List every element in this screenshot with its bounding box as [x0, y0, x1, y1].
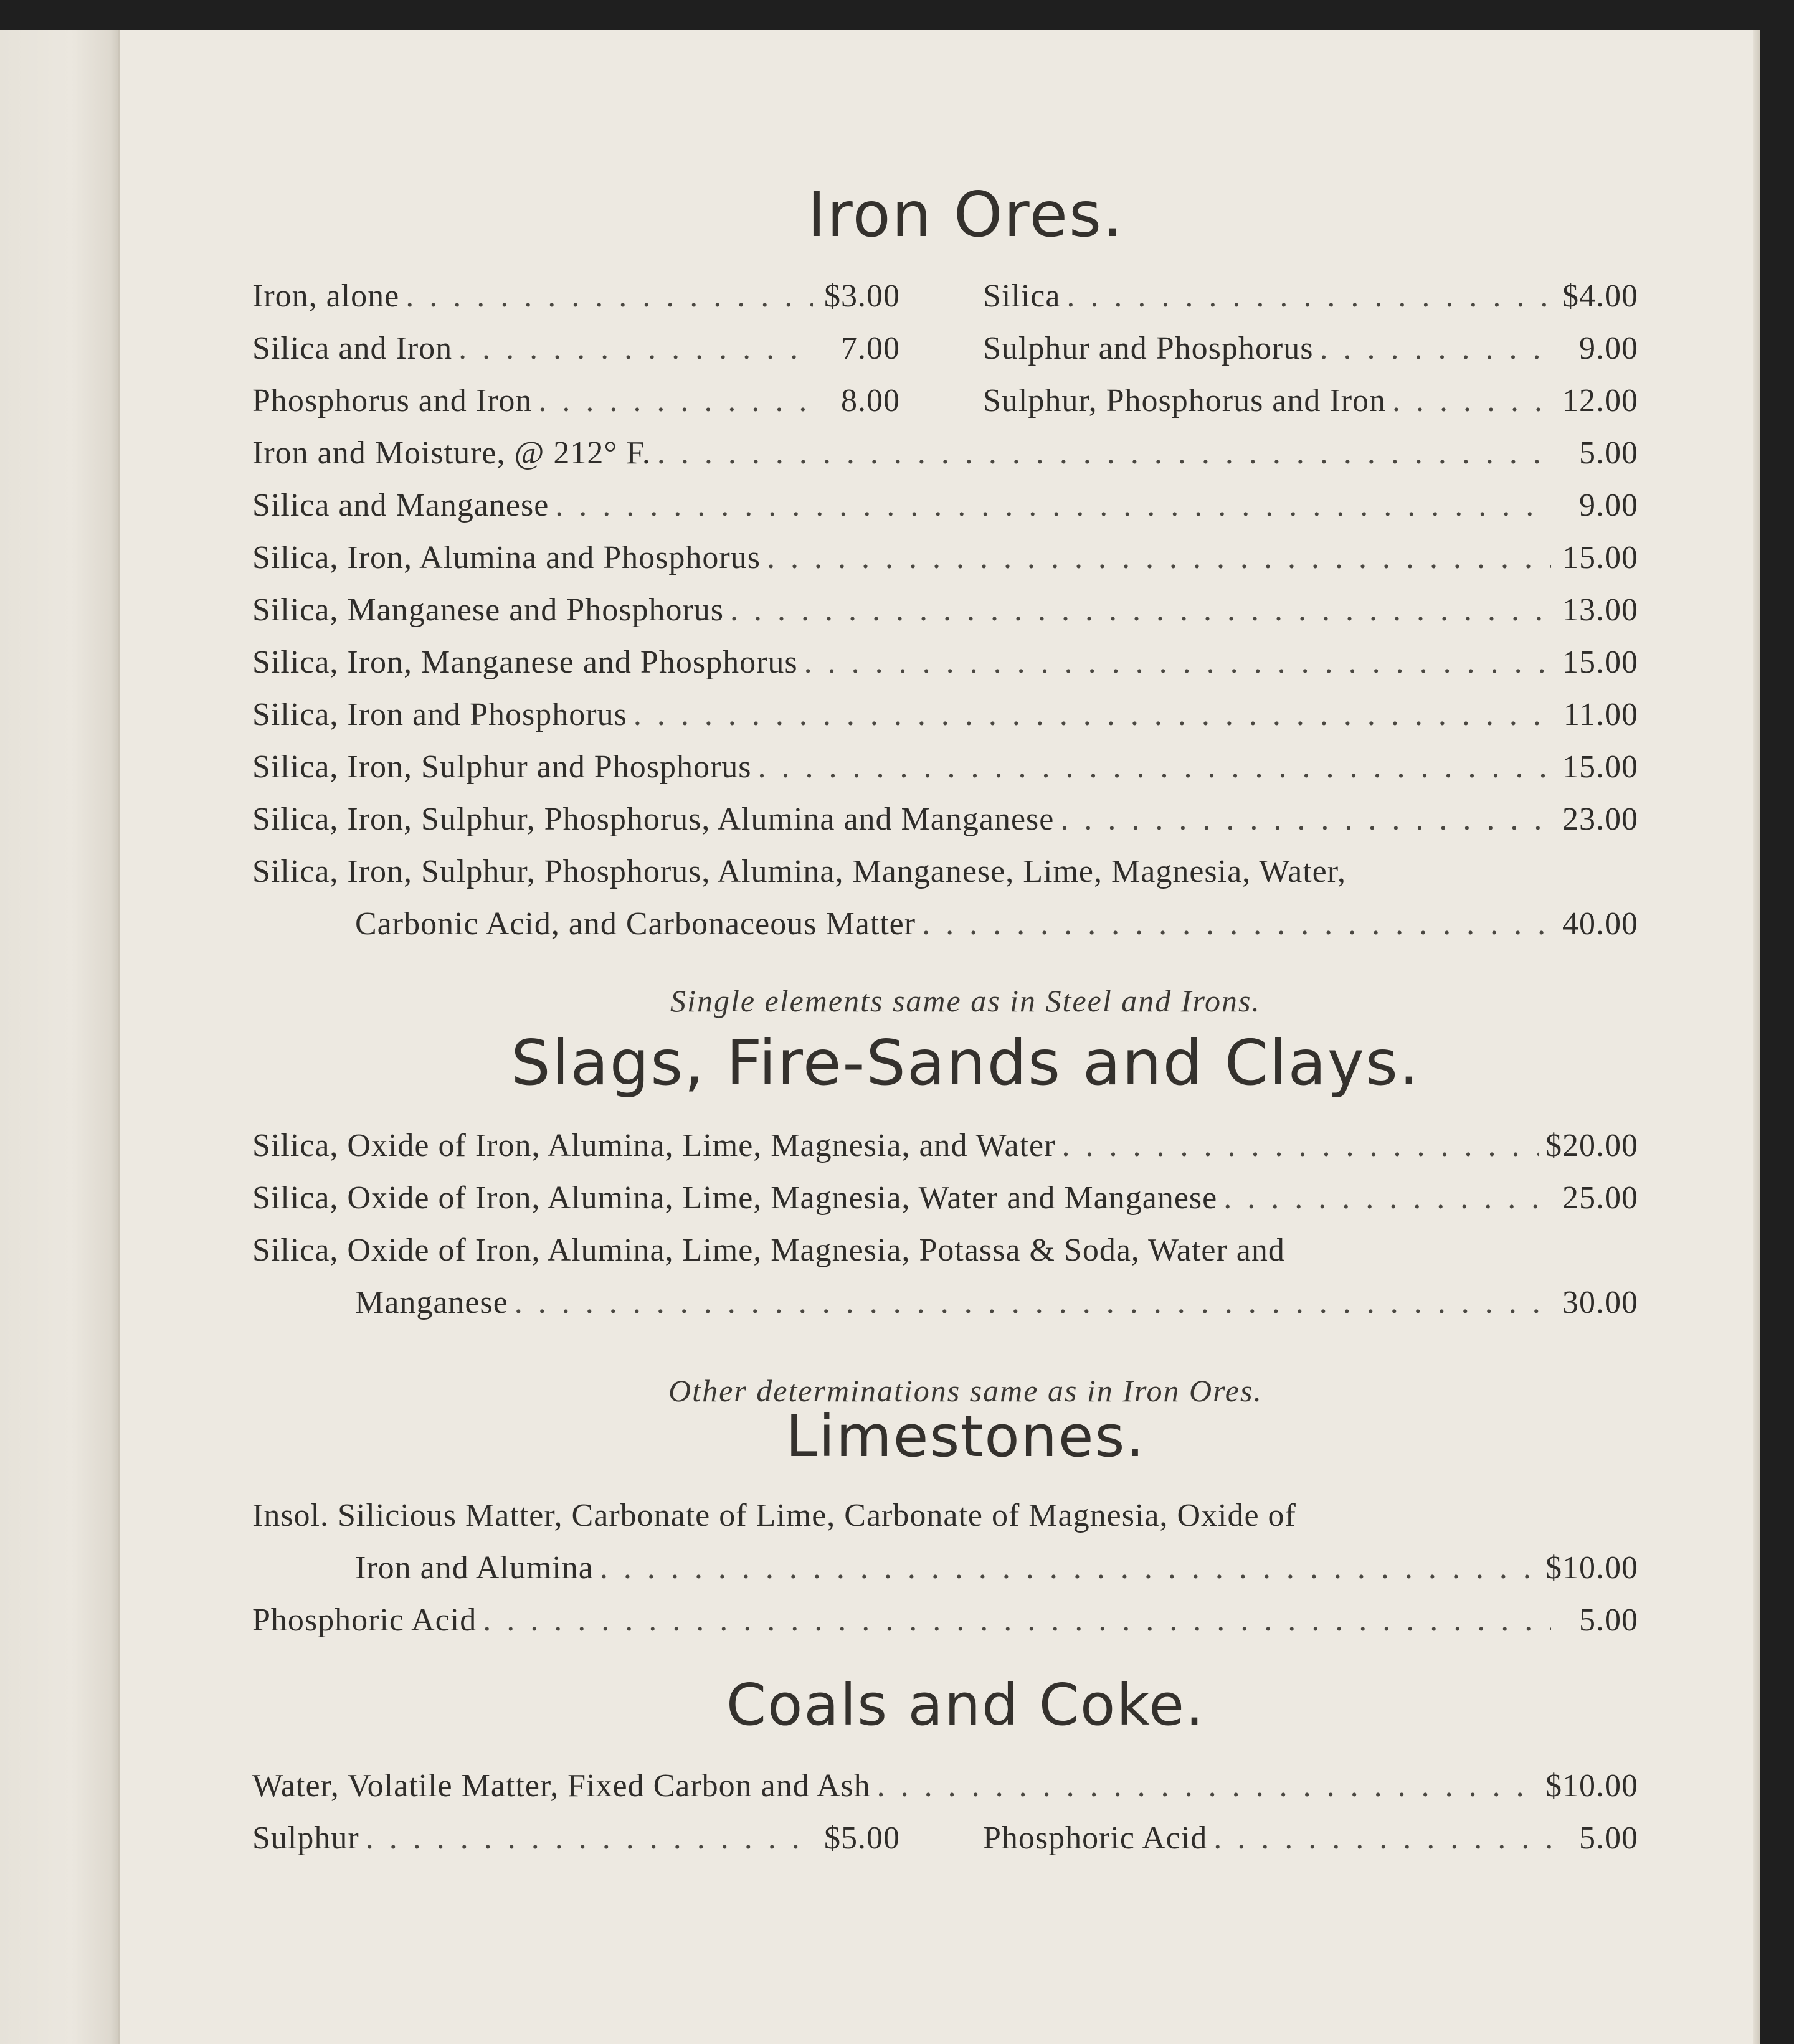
price-row: [252, 801, 1638, 846]
row-label: Silica, Oxide of Iron, Alumina, Lime, Magnesia, and Water: [252, 1128, 1056, 1163]
dot-leader: [600, 1550, 1539, 1586]
row-label: Phosphoric Acid: [252, 1602, 477, 1638]
dot-leader: [458, 330, 813, 367]
price-row: [252, 1127, 1638, 1172]
row-label: Silica: [983, 278, 1061, 314]
dot-leader: [758, 749, 1551, 785]
row-label: Manganese: [355, 1285, 508, 1320]
dot-leader: [406, 278, 813, 315]
price-row: [983, 1820, 1638, 1865]
row-price: $10.00: [1545, 1550, 1638, 1586]
price-row: [983, 382, 1638, 427]
dot-leader: [1392, 382, 1551, 419]
row-label: Silica, Manganese and Phosphorus: [252, 592, 724, 628]
price-row: [983, 278, 1638, 323]
dot-leader: [515, 1284, 1551, 1321]
row-label: Sulphur: [252, 1820, 359, 1856]
dot-leader: [1213, 1820, 1551, 1857]
price-row: [252, 1180, 1638, 1224]
row-label: Silica, Iron and Phosphorus: [252, 697, 627, 732]
dot-leader: [538, 382, 813, 419]
row-price: 12.00: [1562, 383, 1638, 419]
row-label-line: Insol. Silicious Matter, Carbonate of Lime, Carbonate of Magnesia, Oxide of: [252, 1498, 1296, 1533]
row-price: 9.00: [1579, 488, 1638, 523]
dot-leader: [366, 1820, 813, 1857]
page-edge: [1753, 30, 1760, 2044]
row-price: $5.00: [824, 1820, 900, 1856]
price-row: [355, 1284, 1638, 1329]
gutter-fold: [118, 30, 120, 2044]
section-note: Other determinations same as in Iron Ores.: [668, 1373, 1263, 1408]
dot-leader: [657, 435, 1551, 471]
row-price: 30.00: [1562, 1285, 1638, 1320]
dot-leader: [804, 644, 1551, 681]
price-row: [252, 382, 900, 427]
row-price: 5.00: [1579, 1602, 1638, 1638]
row-label: Silica, Oxide of Iron, Alumina, Lime, Magnesia, Water and Manganese: [252, 1180, 1218, 1216]
row-label: Water, Volatile Matter, Fixed Carbon and Ash: [252, 1768, 871, 1804]
price-row: [252, 435, 1638, 480]
price-row: [983, 330, 1638, 375]
row-label: Silica, Iron, Sulphur, Phosphorus, Alumina and Manganese: [252, 802, 1055, 837]
row-price: 7.00: [841, 331, 900, 366]
dot-leader: [1319, 330, 1551, 367]
dot-leader: [1061, 1127, 1539, 1164]
price-row: [252, 644, 1638, 689]
price-row: [252, 592, 1638, 636]
row-label: Iron, alone: [252, 278, 400, 314]
row-price: 15.00: [1562, 749, 1638, 785]
dot-leader: [730, 592, 1551, 628]
page-gutter: [0, 30, 120, 2044]
row-price: 11.00: [1563, 697, 1638, 732]
price-row: [252, 749, 1638, 793]
row-price: $20.00: [1545, 1128, 1638, 1163]
row-label: Silica, Iron, Alumina and Phosphorus: [252, 540, 761, 575]
row-label: Sulphur, Phosphorus and Iron: [983, 383, 1387, 419]
price-row: [252, 1767, 1638, 1812]
dot-leader: [1066, 278, 1551, 315]
price-row: [252, 1820, 900, 1865]
price-row: [252, 278, 900, 323]
dot-leader: [767, 539, 1551, 576]
price-row: [252, 487, 1638, 532]
row-price: $4.00: [1562, 278, 1638, 314]
dot-leader: [877, 1767, 1539, 1804]
row-label-line: Silica, Oxide of Iron, Alumina, Lime, Magnesia, Potassa & Soda, Water and: [252, 1233, 1285, 1268]
price-row: [252, 330, 900, 375]
row-label: Silica, Iron, Manganese and Phosphorus: [252, 645, 798, 680]
row-price: 25.00: [1562, 1180, 1638, 1216]
row-price: 15.00: [1562, 645, 1638, 680]
row-label: Sulphur and Phosphorus: [983, 331, 1314, 366]
row-label: Iron and Moisture, @ 212° F.: [252, 435, 651, 471]
dot-leader: [555, 487, 1551, 524]
row-price: $10.00: [1545, 1768, 1638, 1804]
section-heading-limestones: Limestones.: [785, 1403, 1146, 1470]
dot-leader: [1060, 801, 1551, 838]
price-row: [355, 1550, 1638, 1594]
row-label: Phosphoric Acid: [983, 1820, 1208, 1856]
dot-leader: [634, 696, 1551, 733]
row-price: 8.00: [841, 383, 900, 419]
price-row: [252, 1602, 1638, 1647]
dot-leader: [483, 1602, 1551, 1639]
book-page: [0, 30, 1760, 2044]
row-label: Silica and Iron: [252, 331, 453, 366]
row-price: 15.00: [1562, 540, 1638, 575]
section-note: Single elements same as in Steel and Irons.: [670, 983, 1261, 1018]
row-label: Silica, Iron, Sulphur and Phosphorus: [252, 749, 752, 785]
row-price: 5.00: [1579, 435, 1638, 471]
row-label: Silica and Manganese: [252, 488, 549, 523]
row-label: Phosphorus and Iron: [252, 383, 533, 419]
section-heading-coals: Coals and Coke.: [726, 1672, 1205, 1738]
row-price: 23.00: [1562, 802, 1638, 837]
price-row: [252, 539, 1638, 584]
price-row: [252, 696, 1638, 741]
price-row: [355, 906, 1638, 950]
row-price: 5.00: [1579, 1820, 1638, 1856]
dot-leader: [922, 906, 1551, 942]
row-price: $3.00: [824, 278, 900, 314]
section-heading-iron-ores: Iron Ores.: [807, 178, 1124, 251]
dot-leader: [1223, 1180, 1551, 1216]
section-heading-slags: Slags, Fire-Sands and Clays.: [511, 1026, 1420, 1099]
row-label: Iron and Alumina: [355, 1550, 594, 1586]
row-price: 40.00: [1562, 906, 1638, 942]
row-price: 13.00: [1562, 592, 1638, 628]
row-label-line: Silica, Iron, Sulphur, Phosphorus, Alumina, Manganese, Lime, Magnesia, Water,: [252, 854, 1346, 889]
row-price: 9.00: [1579, 331, 1638, 366]
row-label: Carbonic Acid, and Carbonaceous Matter: [355, 906, 916, 942]
